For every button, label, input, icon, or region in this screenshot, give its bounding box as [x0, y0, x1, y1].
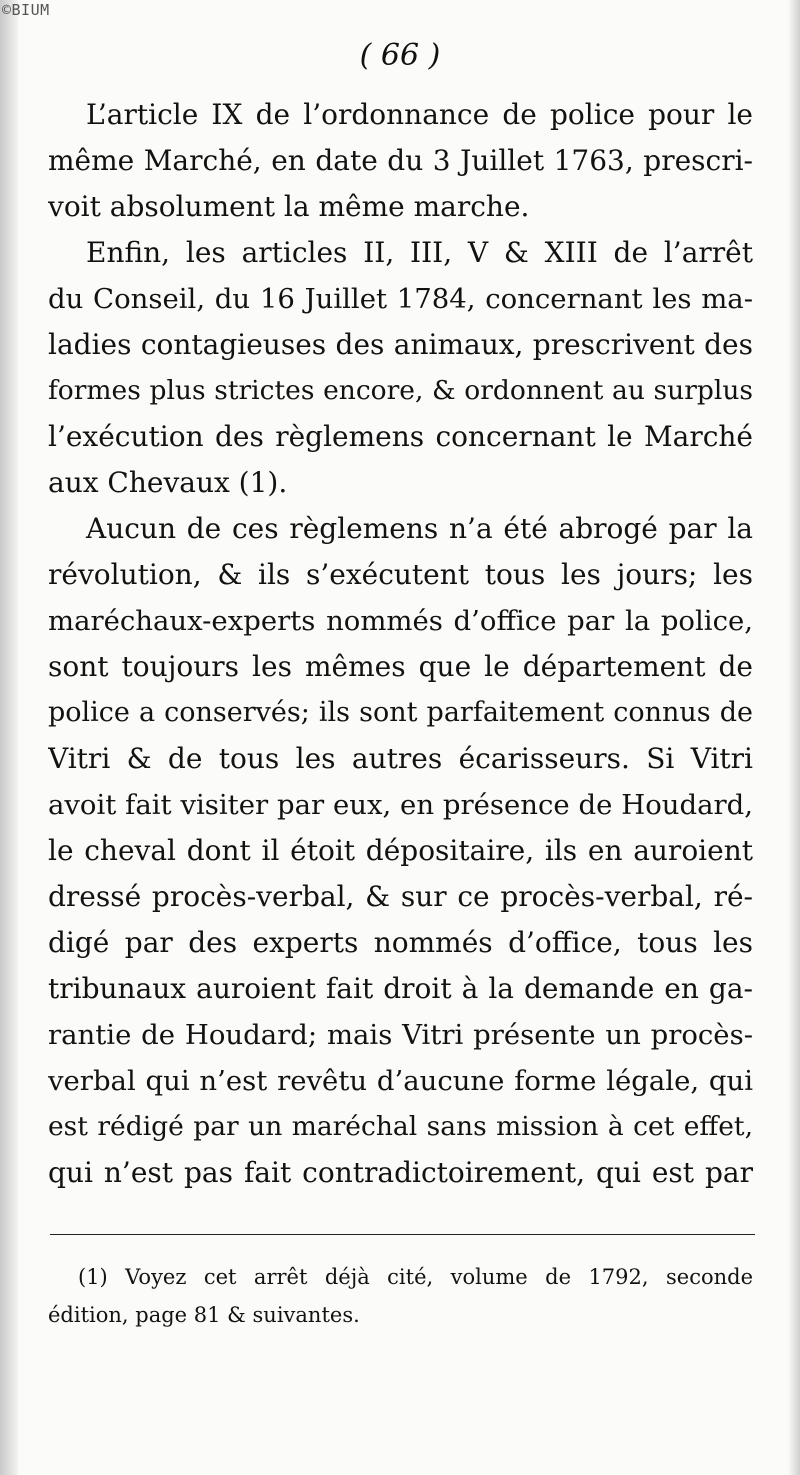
text-line: tribunaux auroient fait droit à la demande en ga- [48, 972, 753, 1005]
text-line: formes plus strictes encore, & ordonnent au surplus [48, 375, 753, 406]
text-line: maréchaux-experts nommés d’office par la police, [48, 605, 753, 637]
page-number: ( 66 ) [359, 38, 441, 73]
text-line: le cheval dont il étoit dépositaire, ils en auroient [48, 834, 753, 867]
text-line: même Marché, en date du 3 Juillet 1763, prescri- [48, 144, 753, 177]
text-line: Vitri & de tous les autres écarisseurs. Si Vitri [48, 742, 753, 775]
text-line: qui n’est pas fait contradictoirement, qui est par [48, 1156, 753, 1189]
body-text [48, 92, 753, 1196]
text-line: police a conservés; ils sont parfaitement connus de [48, 697, 753, 728]
page-right-edge-shadow [788, 0, 800, 1475]
text-line: verbal qui n’est revêtu d’aucune forme légale, qui [48, 1065, 753, 1097]
text-line: dressé procès-verbal, & sur ce procès-verbal, ré- [48, 880, 753, 913]
text-line: révolution, & ils s’exécutent tous les jours; les [48, 558, 753, 591]
text-line: rantie de Houdard; mais Vitri présente un procès- [48, 1019, 753, 1051]
text-line: avoit fait visiter par eux, en présence de Houdard, [48, 789, 753, 821]
text-line: est rédigé par un maréchal sans mission à cet effet, [48, 1111, 753, 1142]
text-line: Aucun de ces règlemens n’a été abrogé par la [86, 512, 753, 545]
page-left-edge-shadow [0, 0, 18, 1475]
text-line: digé par des experts nommés d’office, tous les [48, 926, 753, 959]
text-line: L’article IX de l’ordonnance de police pour le [86, 98, 753, 131]
text-line: Enfin, les articles II, III, V & XIII de l’arrêt [86, 236, 753, 269]
text-line: du Conseil, du 16 Juillet 1784, concernant les ma- [48, 283, 753, 315]
text-line: ladies contagieuses des animaux, prescrivent des [48, 328, 753, 361]
text-line: sont toujours les mêmes que le département de [48, 650, 753, 683]
footnote-divider [50, 1234, 755, 1235]
text-line: l’exécution des règlemens concernant le Marché [48, 420, 753, 453]
library-watermark: ©BIUM [2, 1, 50, 19]
footnote [48, 1258, 753, 1334]
footnote-line: (1) Voyez cet arrêt déjà cité, volume de 1792, seconde [78, 1265, 753, 1289]
footnote-line: édition, page 81 & suivantes. [48, 1303, 360, 1327]
text-line: aux Chevaux (1). [48, 466, 288, 499]
text-line: voit absolument la même marche. [48, 190, 530, 223]
